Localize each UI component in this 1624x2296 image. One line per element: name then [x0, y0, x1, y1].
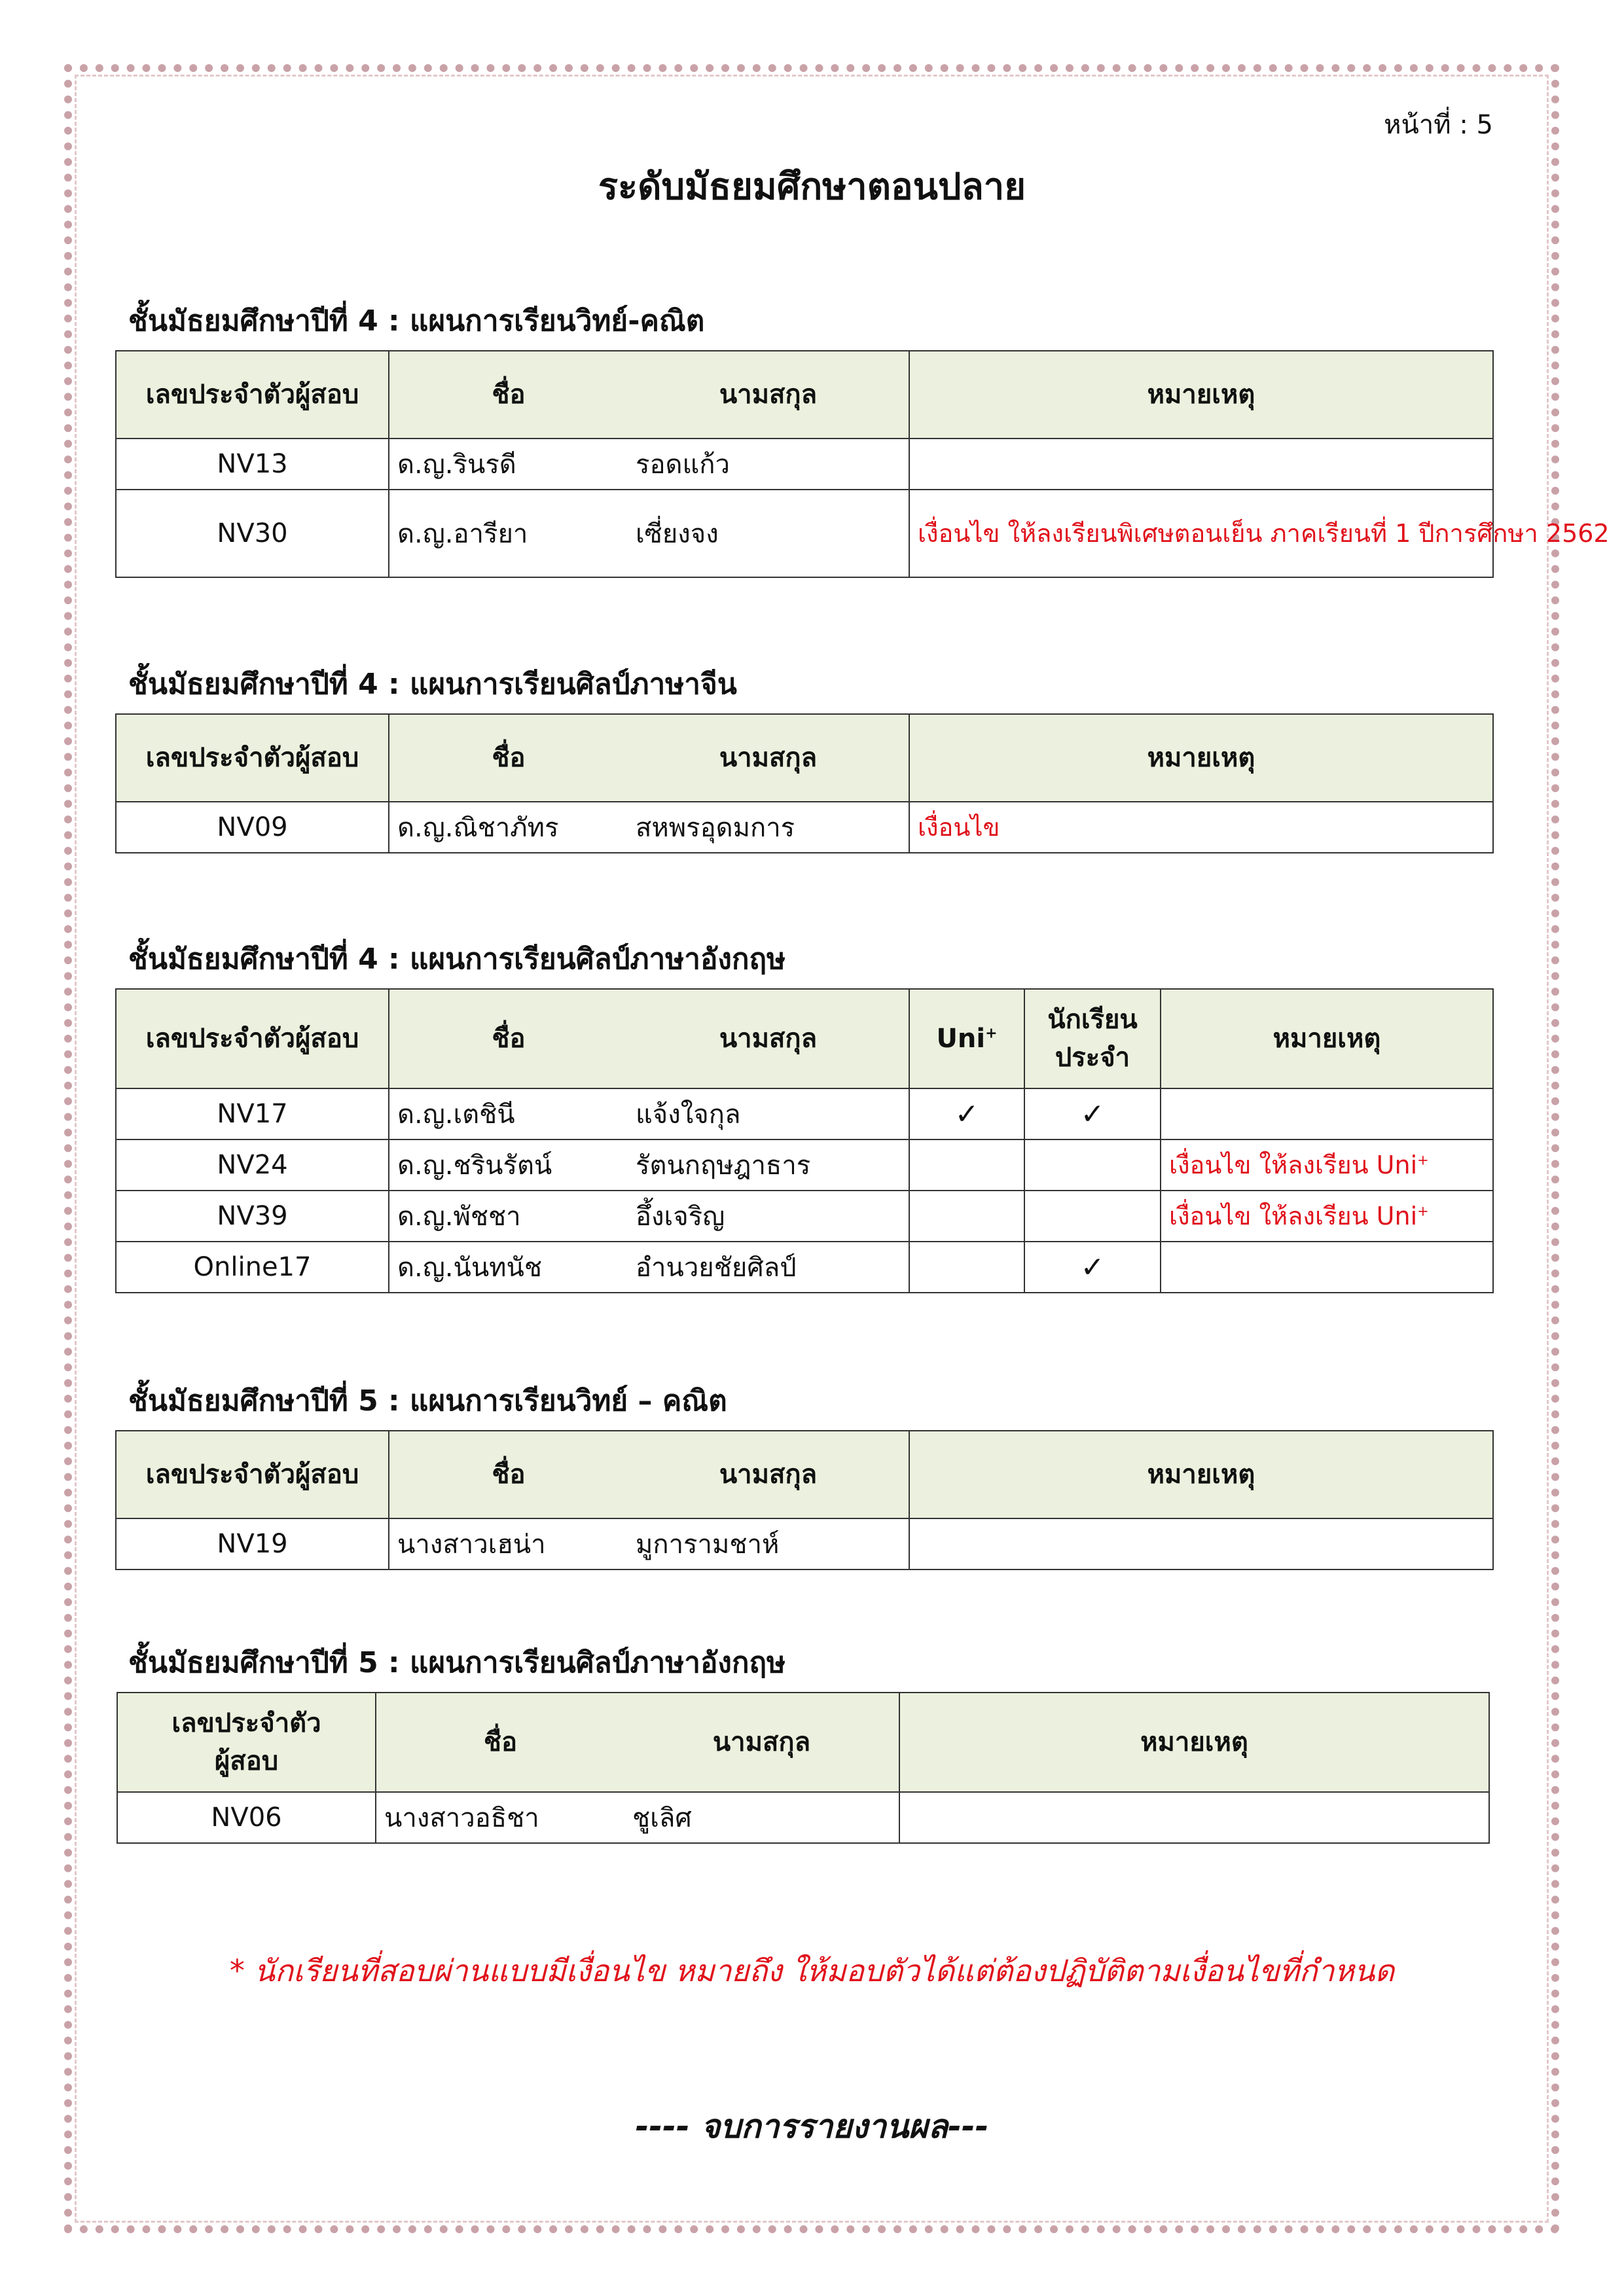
header-surname: นามสกุล: [628, 1431, 909, 1518]
header-surname: นามสกุล: [624, 1693, 899, 1792]
header-surname: นามสกุล: [628, 714, 909, 802]
student-note: เงื่อนไข ให้ลงเรียนพิเศษตอนเย็น ภาคเรียนที่ 1 ปีการศึกษา 2562: [909, 490, 1493, 577]
student-id: NV13: [116, 439, 389, 490]
header-id-line2: ผู้สอบ: [214, 1746, 279, 1776]
student-id: NV30: [116, 490, 389, 577]
header-id-line1: เลขประจำตัว: [171, 1708, 321, 1738]
header-note: หมายเหตุ: [909, 351, 1493, 439]
student-name: ด.ญ.เตชินี: [389, 1088, 628, 1139]
header-id: เลขประจำตัวผู้สอบ: [116, 989, 389, 1088]
student-id: NV06: [117, 1792, 376, 1843]
table-row: [117, 1792, 1489, 1843]
section-heading-m4-sci-math: ชั้นมัธยมศึกษาปีที่ 4 : แผนการเรียนวิทย์-คณิต: [128, 304, 705, 338]
table-header-row: [116, 714, 1493, 802]
table-header-row: [116, 1431, 1493, 1518]
student-note: เงื่อนไข: [909, 802, 1493, 853]
student-note-text: เงื่อนไข ให้ลงเรียน Uni: [1169, 1150, 1418, 1179]
student-surname: มูการามชาห์: [628, 1518, 909, 1570]
student-surname: สหพรอุดมการ: [628, 802, 909, 853]
header-name: ชื่อ: [389, 989, 628, 1088]
regular-check: [1024, 1191, 1161, 1242]
uni-check: [909, 1088, 1024, 1139]
header-id: [117, 1693, 376, 1792]
student-surname: อำนวยชัยศิลป์: [628, 1242, 909, 1293]
student-id: Online17: [116, 1242, 389, 1293]
end-of-report: ---- จบการรายงานผล---: [635, 2108, 989, 2145]
table-row: [116, 1088, 1493, 1139]
student-note-sup: +: [1417, 1151, 1429, 1168]
student-id: NV19: [116, 1518, 389, 1570]
table-row: [116, 1139, 1493, 1191]
header-surname: นามสกุล: [628, 989, 909, 1088]
student-note: [909, 1518, 1493, 1570]
student-name: นางสาวเฮน่า: [389, 1518, 628, 1570]
student-name: ด.ญ.นันทนัช: [389, 1242, 628, 1293]
header-note: หมายเหตุ: [1161, 989, 1493, 1088]
section-heading-m5-sci-math: ชั้นมัธยมศึกษาปีที่ 5 : แผนการเรียนวิทย์ – คณิต: [128, 1384, 727, 1418]
student-surname: อึ้งเจริญ: [628, 1191, 909, 1242]
student-note-sup: +: [1417, 1202, 1429, 1219]
header-uni: [909, 989, 1024, 1088]
table-row: [116, 439, 1493, 490]
student-note: [1161, 1139, 1493, 1191]
header-note: หมายเหตุ: [899, 1693, 1489, 1792]
header-regular-line1: นักเรียน: [1047, 1005, 1138, 1035]
table-row: [116, 1242, 1493, 1293]
student-id: NV39: [116, 1191, 389, 1242]
header-name: ชื่อ: [376, 1693, 624, 1792]
uni-check: [909, 1139, 1024, 1191]
section-heading-m4-arts-chinese: ชั้นมัธยมศึกษาปีที่ 4 : แผนการเรียนศิลป์ภาษาจีน: [128, 668, 737, 701]
header-name: ชื่อ: [389, 1431, 628, 1518]
header-note: หมายเหตุ: [909, 1431, 1493, 1518]
table-m5-sci-math: [115, 1430, 1494, 1570]
section-heading-m4-arts-english: ชั้นมัธยมศึกษาปีที่ 4 : แผนการเรียนศิลป์ภาษาอังกฤษ: [128, 942, 786, 976]
student-name: ด.ญ.ณิชาภัทร: [389, 802, 628, 853]
page-number: หน้าที่ : 5: [1384, 110, 1493, 140]
conditional-pass-note: * นักเรียนที่สอบผ่านแบบมีเงื่อนไข หมายถึง ให้มอบตัวได้แต่ต้องปฏิบัติตามเงื่อนไขที่กำหนด: [229, 1953, 1395, 1988]
student-name: ด.ญ.รินรดี: [389, 439, 628, 490]
student-name: ด.ญ.พัชชา: [389, 1191, 628, 1242]
checkmark-icon: ✓: [1080, 1250, 1105, 1284]
header-regular-student: [1024, 989, 1161, 1088]
header-id: เลขประจำตัวผู้สอบ: [116, 714, 389, 802]
header-regular-line2: ประจำ: [1055, 1043, 1130, 1073]
table-m4-sci-math: [115, 350, 1610, 578]
student-surname: ชูเลิศ: [624, 1792, 899, 1843]
student-note: [899, 1792, 1489, 1843]
table-row: [116, 1518, 1493, 1570]
student-surname: เซี่ยงจง: [628, 490, 909, 577]
table-row: [116, 490, 1493, 577]
header-id: เลขประจำตัวผู้สอบ: [116, 1431, 389, 1518]
header-surname: นามสกุล: [628, 351, 909, 439]
table-header-row: [116, 351, 1493, 439]
student-note-text: เงื่อนไข ให้ลงเรียน Uni: [1169, 1201, 1418, 1230]
section-heading-m5-arts-english: ชั้นมัธยมศึกษาปีที่ 5 : แผนการเรียนศิลป์ภาษาอังกฤษ: [128, 1646, 786, 1679]
checkmark-icon: ✓: [954, 1097, 979, 1131]
table-row: [116, 1191, 1493, 1242]
table-row: [116, 802, 1493, 853]
table-m5-arts-english: [117, 1692, 1490, 1844]
table-m4-arts-chinese: [115, 713, 1494, 853]
header-name: ชื่อ: [389, 714, 628, 802]
header-uni-label: Uni: [936, 1024, 986, 1054]
student-id: NV17: [116, 1088, 389, 1139]
checkmark-icon: ✓: [1080, 1097, 1105, 1131]
student-surname: รอดแก้ว: [628, 439, 909, 490]
uni-check: [909, 1242, 1024, 1293]
header-uni-sup: +: [985, 1025, 998, 1042]
regular-check: [1024, 1139, 1161, 1191]
header-note: หมายเหตุ: [909, 714, 1493, 802]
student-id: NV09: [116, 802, 389, 853]
student-id: NV24: [116, 1139, 389, 1191]
student-name: ด.ญ.ชรินรัตน์: [389, 1139, 628, 1191]
student-surname: แจ้งใจกุล: [628, 1088, 909, 1139]
table-m4-arts-english: [115, 988, 1494, 1293]
page-title: ระดับมัธยมศึกษาตอนปลาย: [598, 166, 1026, 208]
student-note: [1161, 1242, 1493, 1293]
student-note: [909, 439, 1493, 490]
student-note: [1161, 1088, 1493, 1139]
header-name: ชื่อ: [389, 351, 628, 439]
regular-check: [1024, 1242, 1161, 1293]
table-header-row: [116, 989, 1493, 1088]
student-surname: รัตนกฤษฎาธาร: [628, 1139, 909, 1191]
header-id: เลขประจำตัวผู้สอบ: [116, 351, 389, 439]
table-header-row: [117, 1693, 1489, 1792]
uni-check: [909, 1191, 1024, 1242]
regular-check: [1024, 1088, 1161, 1139]
student-name: นางสาวอธิชา: [376, 1792, 624, 1843]
student-name: ด.ญ.อารียา: [389, 490, 628, 577]
student-note: [1161, 1191, 1493, 1242]
